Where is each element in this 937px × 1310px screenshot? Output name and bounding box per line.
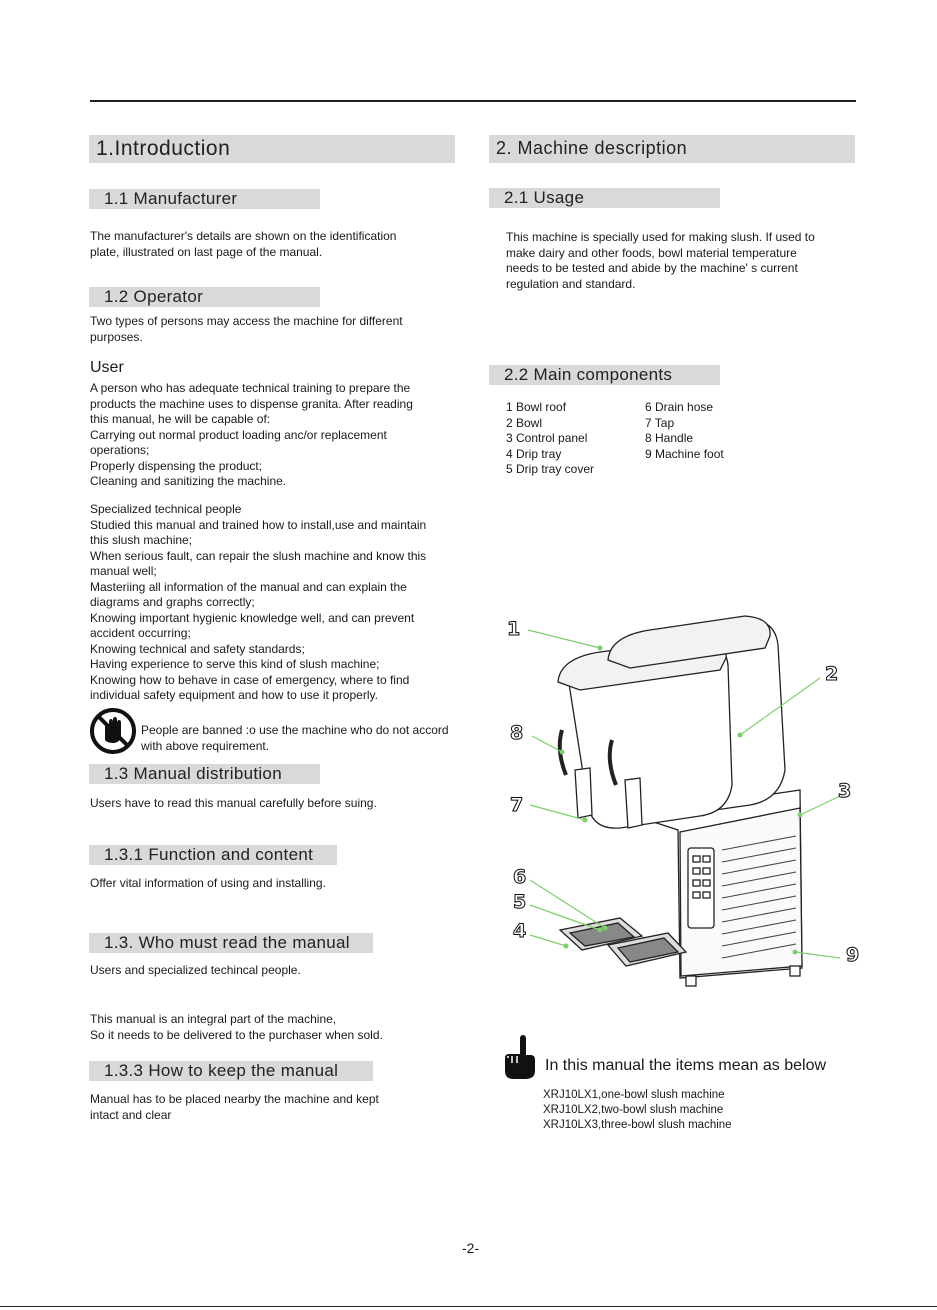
- text-line: operations;: [90, 443, 150, 457]
- text-line: A person who has adequate technical training to prepare the: [90, 381, 411, 395]
- note-list: [543, 1088, 843, 1133]
- component-item: 1 Bowl roof: [506, 400, 567, 414]
- text-line: Having experience to serve this kind of slush machine;: [90, 657, 380, 671]
- text-line: this manual, he will be capable of:: [90, 412, 271, 426]
- section-title-machine-description: [489, 135, 855, 163]
- subsection-title-manufacturer: [89, 189, 320, 209]
- text-line: regulation and standard.: [506, 276, 636, 291]
- subsection-title-function: [89, 845, 337, 865]
- text-line: So it needs to be delivered to the purchaser when sold.: [90, 1027, 383, 1042]
- section-title-introduction: [89, 135, 455, 163]
- specialized-paragraph: [90, 502, 490, 704]
- text-line: make dairy and other foods, bowl material temperature: [506, 245, 797, 260]
- text-line: needs to be tested and abide by the machine' s current: [506, 261, 798, 275]
- component-item: 7 Tap: [645, 415, 675, 430]
- callout-2: 2: [825, 663, 839, 685]
- text-line: with above requirement.: [141, 738, 270, 753]
- callout-7: 7: [510, 794, 524, 816]
- subsection-title-text: 1.1 Manufacturer: [104, 189, 238, 208]
- subsection-title-operator: [89, 287, 320, 307]
- text-line: purposes.: [90, 329, 143, 344]
- tap-left: [575, 768, 592, 818]
- callout-4: 4: [513, 920, 527, 942]
- no-entry-hand-icon: [90, 708, 136, 754]
- callout-1: 1: [507, 618, 521, 640]
- note-heading: In this manual the items mean as below: [545, 1057, 827, 1074]
- slush-machine-illustration: [500, 600, 880, 1000]
- usage-paragraph: [506, 230, 866, 292]
- text-line: accident occurring;: [90, 626, 191, 640]
- text-line: products the machine uses to dispense granita. After reading: [90, 396, 413, 411]
- text-line: intact and clear: [90, 1107, 172, 1122]
- text-line: Carrying out normal product loading anc/or replacement: [90, 427, 387, 442]
- component-item: 9 Machine foot: [645, 446, 724, 461]
- callout-6: 6: [513, 866, 527, 888]
- subsection-title-components: [489, 365, 720, 385]
- subsection-title-text: 1.3.1 Function and content: [104, 845, 314, 864]
- text-line: This machine is specially used for making slush. If used to: [506, 230, 815, 244]
- text-line: XRJ10LX2,two-bowl slush machine: [543, 1104, 724, 1116]
- text-line: Two types of persons may access the machine for different: [90, 314, 403, 328]
- page-number: -2-: [462, 1240, 480, 1256]
- text-line: Properly dispensing the product;: [90, 458, 263, 473]
- callout-3: 3: [838, 780, 852, 802]
- subsection-title-distribution: [89, 764, 320, 784]
- text-line: Cleaning and sanitizing the machine.: [90, 474, 287, 488]
- component-item: 8 Handle: [645, 431, 694, 445]
- components-list-col1: [506, 400, 636, 478]
- text-line: People are banned :o use the machine who do not accord: [141, 723, 449, 737]
- subsection-title-text: 2.1 Usage: [504, 188, 585, 207]
- text-line: Manual has to be placed nearby the machine and kept: [90, 1092, 379, 1106]
- callout-8: 8: [510, 722, 524, 744]
- text-line: Knowing how to behave in case of emergency, where to find: [90, 672, 410, 687]
- keep-paragraph: [90, 1092, 470, 1123]
- who-text: Users and specialized techincal people.: [90, 963, 301, 977]
- component-item: 2 Bowl: [506, 415, 543, 430]
- text-line: diagrams and graphs correctly;: [90, 595, 255, 609]
- text-line: individual safety equipment and how to use it properly.: [90, 688, 378, 702]
- component-item: 3 Control panel: [506, 431, 588, 445]
- who-extra-paragraph: [90, 1012, 470, 1043]
- warning-text: [141, 723, 471, 754]
- user-paragraph: [90, 381, 480, 490]
- top-rule: [90, 100, 856, 102]
- subsection-title-text: 1.3. Who must read the manual: [104, 933, 350, 952]
- manufacturer-paragraph: [90, 229, 470, 260]
- distribution-text: Users have to read this manual carefully before suing.: [90, 796, 377, 810]
- text-line: Specialized technical people: [90, 502, 242, 516]
- subsection-title-who: [89, 933, 373, 953]
- subsection-title-text: 1.3 Manual distribution: [104, 764, 282, 783]
- user-heading: User: [90, 359, 124, 376]
- text-line: Knowing important hygienic knowledge well, and can prevent: [90, 610, 415, 625]
- callout-9: 9: [846, 944, 860, 966]
- section-title-text: 1.Introduction: [96, 137, 231, 160]
- callout-5: 5: [513, 891, 527, 913]
- operator-paragraph: [90, 314, 470, 345]
- subsection-title-text: 2.2 Main components: [504, 365, 673, 384]
- subsection-title-keep: [89, 1061, 373, 1081]
- text-line: this slush machine;: [90, 533, 193, 547]
- subsection-title-usage: [489, 188, 720, 208]
- pointing-hand-icon: [503, 1033, 537, 1081]
- tap-right: [625, 778, 642, 828]
- text-line: Masteriing all information of the manual and can explain the: [90, 579, 407, 594]
- text-line: XRJ10LX3,three-bowl slush machine: [543, 1119, 732, 1131]
- text-line: Studied this manual and trained how to install,use and maintain: [90, 517, 427, 532]
- text-line: XRJ10LX1,one-bowl slush machine: [543, 1089, 725, 1101]
- text-line: Knowing technical and safety standards;: [90, 641, 305, 656]
- text-line: manual well;: [90, 564, 157, 578]
- component-item: 5 Drip tray cover: [506, 462, 595, 476]
- components-list-col2: [645, 400, 775, 462]
- subsection-title-text: 1.3.3 How to keep the manual: [104, 1061, 339, 1080]
- text-line: This manual is an integral part of the machine,: [90, 1012, 337, 1026]
- bottom-rule: [0, 1306, 937, 1307]
- component-item: 6 Drain hose: [645, 400, 714, 414]
- component-item: 4 Drip tray: [506, 446, 562, 461]
- text-line: plate, illustrated on last page of the manual.: [90, 244, 323, 259]
- function-text: Offer vital information of using and installing.: [90, 876, 326, 890]
- machine-foot: [686, 976, 696, 986]
- text-line: When serious fault, can repair the slush machine and know this: [90, 548, 427, 563]
- text-line: The manufacturer's details are shown on the identification: [90, 229, 397, 243]
- subsection-title-text: 1.2 Operator: [104, 287, 204, 306]
- section-title-text: 2. Machine description: [496, 138, 688, 158]
